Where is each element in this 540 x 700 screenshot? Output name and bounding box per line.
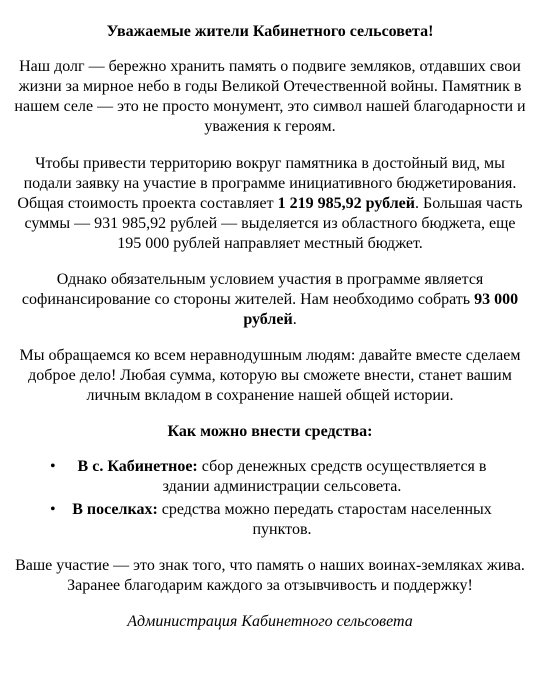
closing-paragraph: Ваше участие — это знак того, что память о наших воинах-земляках жива. Заранее благодарим каждого за отзывчивость и поддержку! [15,557,525,594]
signature: Администрация Кабинетного сельсовета [127,613,413,630]
appeal-paragraph: Мы обращаемся ко всем неравнодушным людям: давайте вместе сделаем доброе дело! Любая сумма, которую вы сможете внести, станет вашим личным вкладом в сохранение нашей общей истории. [19,347,521,404]
document-title: Уважаемые жители Кабинетного сельсовета! [106,23,434,40]
list-item-text [66,457,498,497]
cofinancing-paragraph [14,270,526,330]
list-item-label: В поселках: [72,501,158,518]
list-item-description: сбор денежных средств осуществляется в здании администрации сельсовета. [162,458,487,495]
list-item-text [66,500,498,540]
bullet-icon: • [50,501,56,518]
list-item-description: средства можно передать старостам населенных пунктов. [157,501,492,538]
cofinancing-text-after: . [292,311,297,328]
project-paragraph [14,154,526,254]
list-item-label: В с. Кабинетное: [77,458,198,475]
how-to-list [14,457,526,540]
project-total-cost: 1 219 985,92 рублей [277,195,415,212]
intro-paragraph: Наш долг — бережно хранить память о подвиге земляков, отдавших свои жизни за мирное небо в годы Великой Отечественной войны. Памятник в нашем селе — это не просто монумент, это символ нашей благодарности и уважения к героям. [14,58,526,135]
bullet-icon: • [50,458,56,475]
cofinancing-amount: 93 000 рублей [243,291,519,328]
list-item [14,500,526,540]
cofinancing-text-before: Однако обязательным условием участия в программе является софинансирование со стороны жителей. Нам необходимо собрать [21,271,484,308]
project-text-before: Чтобы привести территорию вокруг памятника в достойный вид, мы подали заявку на участие в программе инициативного бюджетирования. Общая стоимость проекта составляет [17,155,517,212]
project-text-after: . Большая часть суммы — 931 985,92 рублей — выделяется из областного бюджета, еще 195 000 рублей направляет местный бюджет. [24,195,523,252]
list-item [14,457,526,497]
how-to-heading: Как можно внести средства: [167,423,373,440]
